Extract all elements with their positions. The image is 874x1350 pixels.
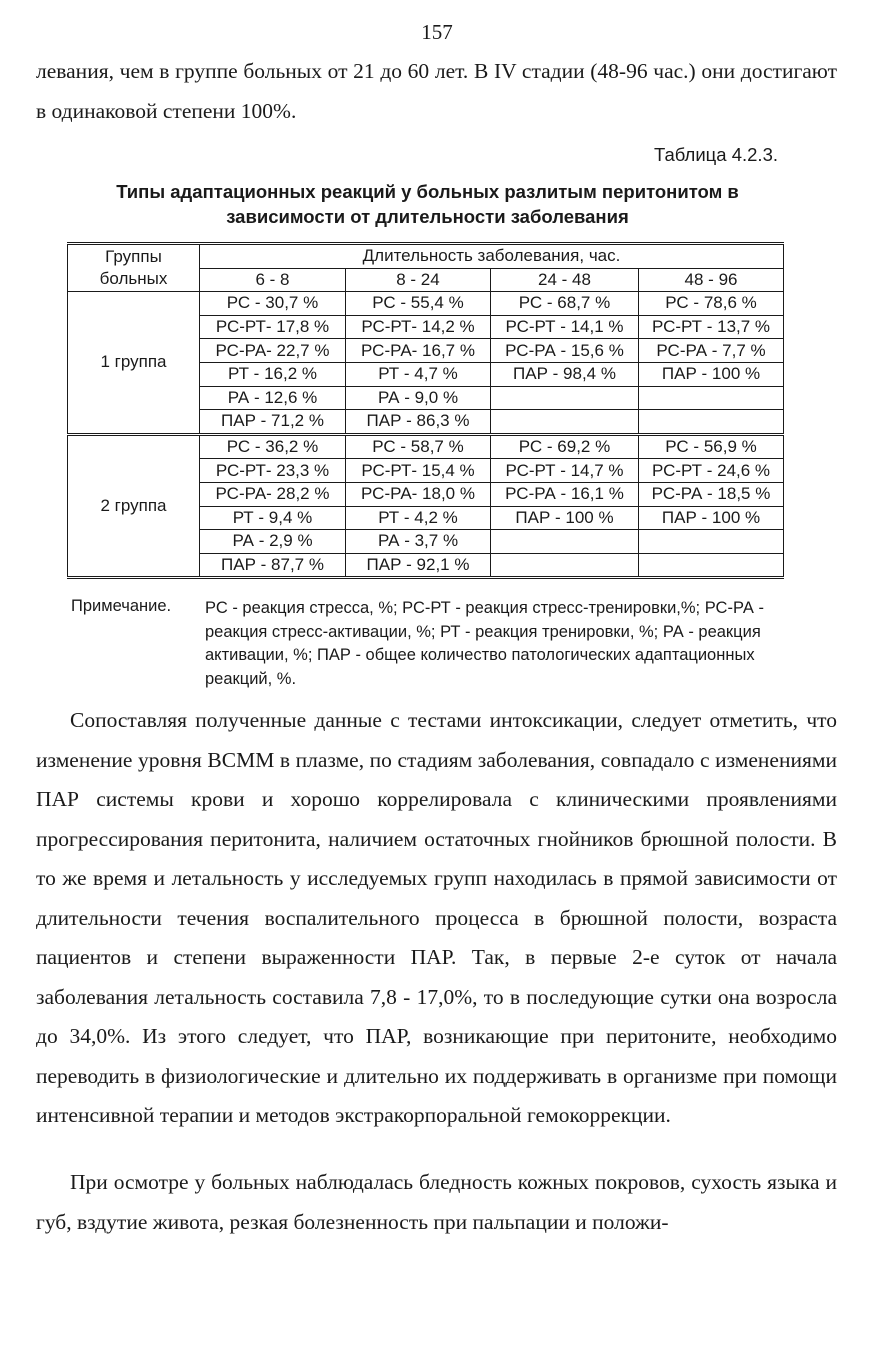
table-cell: РС-РА- 28,2 % — [200, 482, 346, 506]
table-cell: РТ - 9,4 % — [200, 506, 346, 530]
group-label: 1 группа — [68, 292, 200, 435]
header-groups: Группы больных — [68, 244, 200, 292]
table-cell: ПАР - 100 % — [639, 362, 784, 386]
table-cell: ПАР - 100 % — [491, 506, 639, 530]
column-header: 48 - 96 — [639, 268, 784, 292]
table-cell: РА - 9,0 % — [346, 386, 491, 410]
table-title: Типы адаптационных реакций у больных разлитым перитонитом в зависимости от длительности заболевания — [116, 181, 739, 227]
note-text: РС - реакция стресса, %; РС-РТ - реакция стресс-тренировки,%; РС-РА - реакция стресс-активации, %; РТ - реакция тренировки, %; РА - реакция активации, %; ПАР - общее количество патологических адаптационных реакций, %. — [205, 599, 764, 688]
table-cell: РА - 2,9 % — [200, 530, 346, 554]
table-cell: РС-РА - 7,7 % — [639, 339, 784, 363]
table-cell: РС - 68,7 % — [491, 292, 639, 316]
table-cell: РС-РА - 16,1 % — [491, 482, 639, 506]
paragraph-2: Сопоставляя полученные данные с тестами интоксикации, следует отметить, что изменение уровня ВСММ в плазме, по стадиям заболевания, совпадало с изменениями ПАР системы крови и хорошо коррелировала с клиническими проявлениями прогрессирования перитонита, наличием остаточных гнойников брюшной полости. В то же время и летальность у исследуемых групп находилась в прямой зависимости от длительности течения воспалительного процесса в брюшной полости, возраста пациентов и степени выраженности ПАР. Так, в первые 2-е суток от начала заболевания летальность составила 7,8 - 17,0%, то в последующие сутки она возросла до 34,0%. Из этого следует, что ПАР, возникающие при перитоните, необходимо переводить в физиологические и длительно их поддерживать в организме при помощи интенсивной терапии и методов экстракорпоральной гемокоррекции. — [36, 708, 837, 1127]
table-cell: РТ - 16,2 % — [200, 362, 346, 386]
column-header: 24 - 48 — [491, 268, 639, 292]
table-number: Таблица 4.2.3. — [654, 144, 778, 165]
table-cell: РТ - 4,2 % — [346, 506, 491, 530]
table-cell: РС-РТ- 15,4 % — [346, 459, 491, 483]
page-number: 157 — [421, 20, 453, 44]
table-cell: РС-РА - 18,5 % — [639, 482, 784, 506]
table-cell: РС-РТ- 17,8 % — [200, 315, 346, 339]
table-row — [68, 434, 784, 459]
table-cell: РС - 55,4 % — [346, 292, 491, 316]
table-cell: РС-РТ - 24,6 % — [639, 459, 784, 483]
table-cell: РС-РТ- 14,2 % — [346, 315, 491, 339]
table-cell: ПАР - 100 % — [639, 506, 784, 530]
table-cell: РС - 30,7 % — [200, 292, 346, 316]
table-cell: ПАР - 98,4 % — [491, 362, 639, 386]
table-row — [68, 292, 784, 316]
paragraph-3: При осмотре у больных наблюдалась бледность кожных покровов, сухость языка и губ, вздутие живота, резкая болезненность при пальпации и положи- — [36, 1170, 837, 1234]
table-cell — [639, 553, 784, 578]
table-header-row — [68, 244, 784, 269]
table-cell: РС-РТ - 14,1 % — [491, 315, 639, 339]
table-cell: РС-РТ - 13,7 % — [639, 315, 784, 339]
table-cell: РС - 56,9 % — [639, 434, 784, 459]
table-cell: РС-РТ- 23,3 % — [200, 459, 346, 483]
table-cell: РС-РТ - 14,7 % — [491, 459, 639, 483]
table-cell: РС-РА- 22,7 % — [200, 339, 346, 363]
table-cell: ПАР - 86,3 % — [346, 410, 491, 435]
table-cell — [491, 530, 639, 554]
table-cell: РС - 36,2 % — [200, 434, 346, 459]
table-cell: РС - 69,2 % — [491, 434, 639, 459]
intro-paragraph: левания, чем в группе больных от 21 до 60 лет. В IV стадии (48-96 час.) они достигают в одинаковой степени 100%. — [36, 59, 837, 123]
table-cell: РА - 12,6 % — [200, 386, 346, 410]
table-cell — [639, 386, 784, 410]
column-header: 8 - 24 — [346, 268, 491, 292]
table-cell — [639, 410, 784, 435]
header-duration: Длительность заболевания, час. — [200, 244, 784, 269]
table-cell: РС - 58,7 % — [346, 434, 491, 459]
table-cell: РС-РА- 16,7 % — [346, 339, 491, 363]
table-cell: РА - 3,7 % — [346, 530, 491, 554]
table-cell — [491, 553, 639, 578]
table-cell: ПАР - 71,2 % — [200, 410, 346, 435]
column-header: 6 - 8 — [200, 268, 346, 292]
table-cell: РС-РА - 15,6 % — [491, 339, 639, 363]
note-label: Примечание. — [71, 597, 172, 615]
group-label: 2 группа — [68, 434, 200, 578]
table-cell: ПАР - 92,1 % — [346, 553, 491, 578]
table-cell: ПАР - 87,7 % — [200, 553, 346, 578]
table-cell: РС-РА- 18,0 % — [346, 482, 491, 506]
table-cell: РТ - 4,7 % — [346, 362, 491, 386]
adaptation-table — [67, 242, 784, 579]
table-cell — [639, 530, 784, 554]
table-cell — [491, 386, 639, 410]
table-cell — [491, 410, 639, 435]
table-cell: РС - 78,6 % — [639, 292, 784, 316]
